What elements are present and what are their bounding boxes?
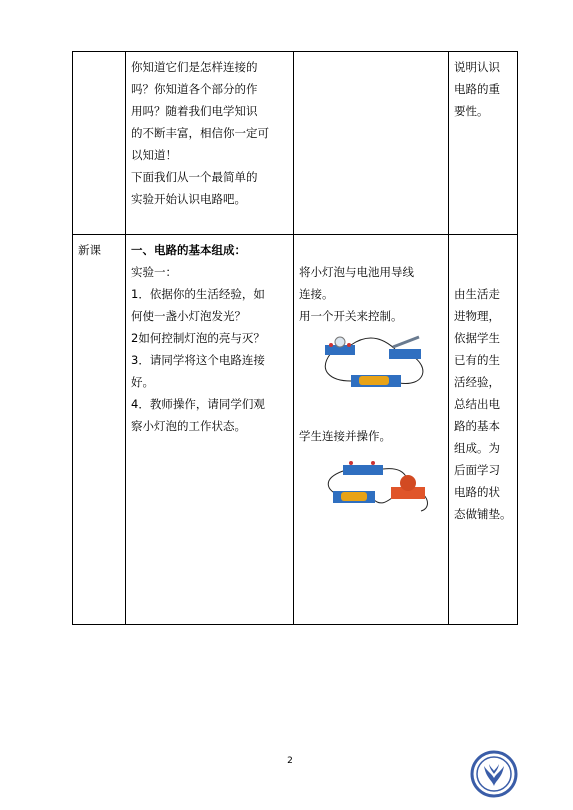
text-line: 进物理， <box>454 309 500 323</box>
text-line: 4．教师操作，请同学们观 <box>131 397 265 411</box>
text-line: 用一个开关来控制。 <box>299 309 403 323</box>
text-line: 你知道它们是怎样连接的 <box>131 60 258 74</box>
text-line: 吗？你知道各个部分的作 <box>131 82 258 96</box>
design-intent-cell <box>449 235 518 625</box>
text-line: 已有的生 <box>454 353 500 367</box>
text-line: 电路的状 <box>454 485 500 499</box>
battery-icon <box>359 376 389 385</box>
text-line: 组成。为 <box>454 441 500 455</box>
text-line: 实验开始认识电路吧。 <box>131 192 246 206</box>
table-row <box>73 52 518 235</box>
text-line: 要性。 <box>454 104 489 118</box>
text-line: 后面学习 <box>454 463 500 477</box>
text-line: 以知道！ <box>131 148 177 162</box>
text-line: 活经验， <box>454 375 500 389</box>
battery-icon <box>341 492 367 501</box>
text-line: 的不断丰富，相信你一定可 <box>131 126 269 140</box>
school-logo-icon <box>470 750 518 798</box>
text-line: 1．依据你的生活经验，如 <box>131 287 265 301</box>
table-row <box>73 235 518 625</box>
circuit-student-assembly-illustration <box>321 451 431 515</box>
text-line: 好。 <box>131 375 154 389</box>
text-line: 依据学生 <box>454 331 500 345</box>
text-line: 说明认识 <box>454 60 500 74</box>
section-cell <box>73 52 126 235</box>
teaching-content-cell <box>126 52 294 235</box>
switch-lever-icon <box>393 337 419 347</box>
text-line: 用吗？随着我们电学知识 <box>131 104 258 118</box>
text-line: 3．请同学将这个电路连接 <box>131 353 265 367</box>
lesson-plan-table <box>72 51 518 625</box>
text-line: 连接。 <box>299 287 334 301</box>
text-line: 总结出电 <box>454 397 500 411</box>
text-line: 实验一： <box>131 265 177 279</box>
text-line: 态做铺垫。 <box>454 507 512 521</box>
bulb-icon <box>335 337 345 347</box>
section-cell: 新课 <box>73 235 126 625</box>
student-activity-cell <box>294 52 449 235</box>
text-line: 何使一盏小灯泡发光？ <box>131 309 246 323</box>
section-heading: 一、电路的基本组成： <box>131 243 246 257</box>
circuit-lamp-switch-battery-illustration <box>321 331 431 395</box>
student-activity-cell <box>294 235 449 625</box>
text-line: 路的基本 <box>454 419 500 433</box>
page-number: 2 <box>287 756 293 766</box>
switch-board <box>343 465 383 475</box>
text-line: 察小灯泡的工作状态。 <box>131 419 246 433</box>
text-line: 将小灯泡与电池用导线 <box>299 265 414 279</box>
text-line: 2如何控制灯泡的亮与灭？ <box>131 331 265 345</box>
text-line: 学生连接并操作。 <box>299 429 391 443</box>
text-line: 下面我们从一个最简单的 <box>131 170 258 184</box>
text-line: 电路的重 <box>454 82 500 96</box>
design-intent-cell <box>449 52 518 235</box>
teaching-content-cell <box>126 235 294 625</box>
lamp-socket-icon <box>400 475 416 491</box>
text-line: 由生活走 <box>454 287 500 301</box>
switch-board <box>389 349 421 359</box>
